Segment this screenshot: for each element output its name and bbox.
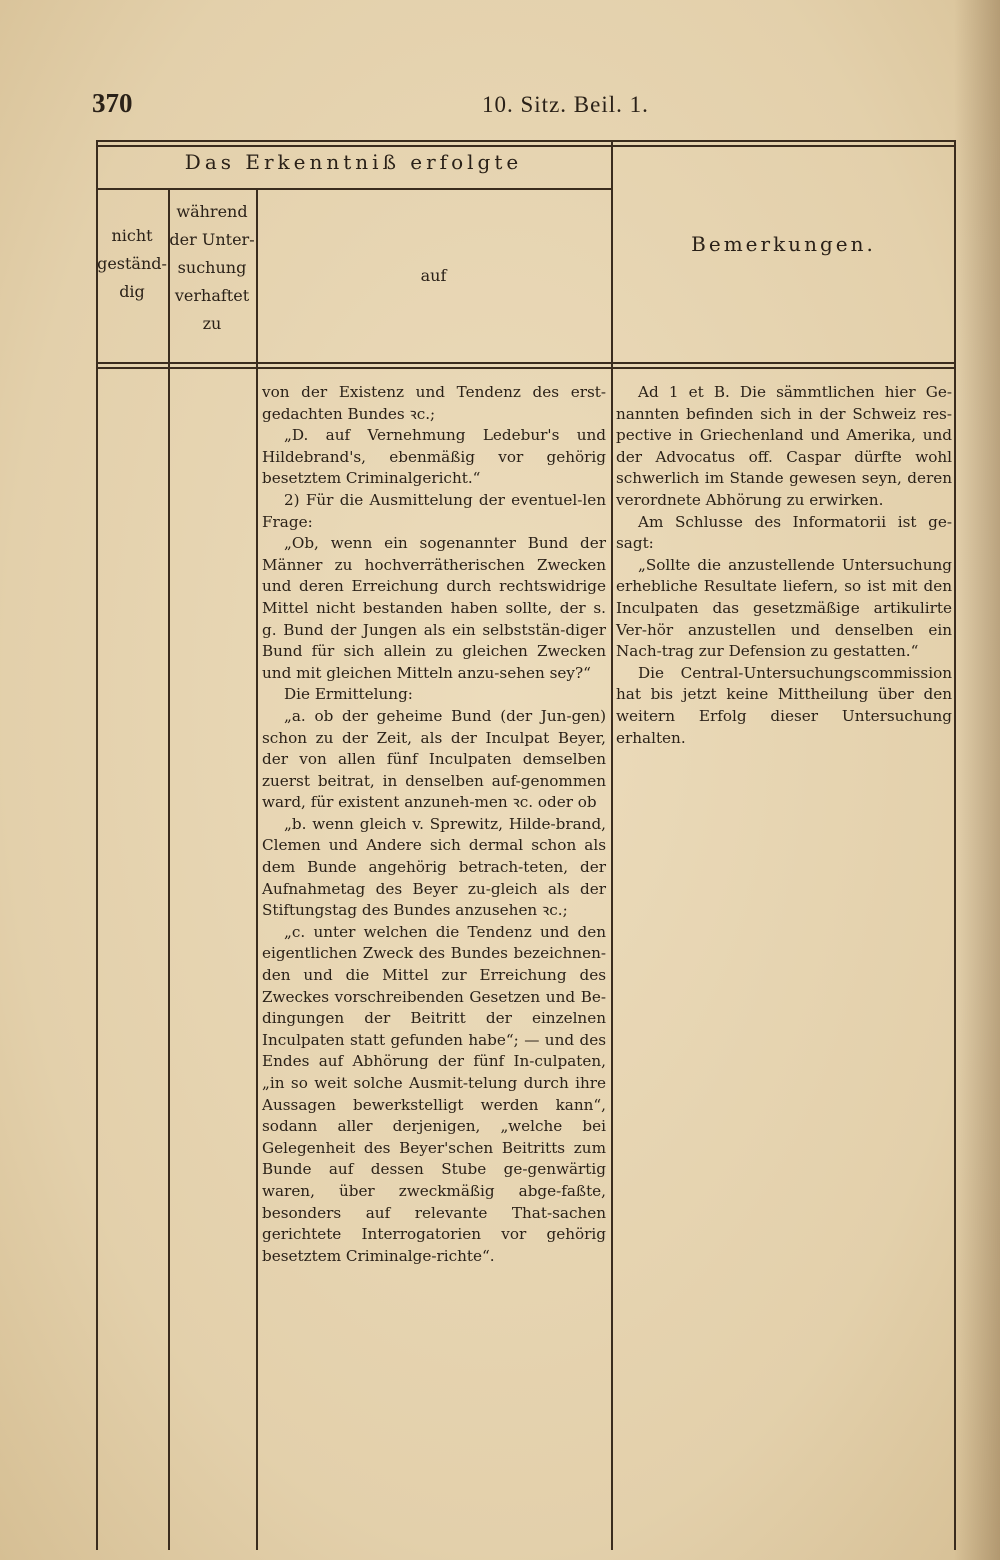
table-left-border xyxy=(96,140,98,1550)
main-paragraph: „Ob, wenn ein sogenannter Bund der Männer zu hochverrätherischen Zwecken und deren Erreichung durch rechtswidrige Mittel nicht bestanden haben sollte, der s. g. Bund der Jungen als ein selbststän-diger Bund für sich allein zu gleichen Zwecken und mit gleichen Mitteln anzu-sehen sey?“ xyxy=(262,534,606,682)
page-number: 370 xyxy=(92,88,133,118)
main-paragraph: „a. ob der geheime Bund (der Jun-gen) schon zu der Zeit, als der Inculpat Beyer, der von allen fünf Inculpaten demselben zuerst beitrat, in denselben auf-genommen ward, für existent anzuneh-men ꝛc. oder ob xyxy=(262,706,606,812)
remarks-paragraph: Am Schlusse des Informatorii ist ge-sagt: xyxy=(616,512,952,553)
column-head-line: verhaftet xyxy=(174,286,250,305)
column-head-line: geständ- xyxy=(97,254,167,273)
group-title-rule xyxy=(96,188,611,190)
column-divider-3 xyxy=(611,140,613,1550)
page-gutter-shadow xyxy=(954,0,1000,1560)
main-paragraph: „c. unter welchen die Tendenz und den eigentlichen Zweck des Bundes bezeichnen-den und die Mittel zur Erreichung des Zweckes vorschreibenden Gesetzen und Be-dingungen der Beitritt der einzelnen Inculpaten statt gefunden habe“; — und des Endes auf Abhörung der fünf In-culpaten, „in so weit solche Ausmit-telung durch ihre Aussagen bewerkstelligt werden kann“, sodann aller derjenigen, „welche bei Gelegenheit des Beyer'schen Beitritts zum Bunde auf dessen Stube ge-genwärtig waren, über zweckmäßig abge-faßte, besonders auf relevante That-sachen gerichtete Interrogatorien vor gehörig besetztem Criminalge-richte“. xyxy=(262,922,606,1265)
column-head-not-confessed xyxy=(96,222,168,306)
table-top-rule-inner xyxy=(96,145,956,147)
running-head: 10. Sitz. Beil. 1. xyxy=(482,92,649,117)
main-paragraph: 2) Für die Ausmittelung der eventuel-len Frage: xyxy=(262,490,606,531)
table-top-rule xyxy=(96,140,956,142)
main-column-text xyxy=(262,382,606,1267)
header-bottom-rule xyxy=(96,362,956,364)
remarks-paragraph: „Sollte die anzustellende Untersuchung erhebliche Resultate liefern, so ist mit den Inculpaten das gesetzmäßige artikulirte Ver-hör anzustellen und denselben ein Nach-trag zur Defension zu gestatten.“ xyxy=(616,555,952,661)
column-head-line: der Unter- xyxy=(169,230,255,249)
main-paragraph: von der Existenz und Tendenz des erst-gedachten Bundes ꝛc.; xyxy=(262,383,606,423)
column-head-line: zu xyxy=(202,314,222,333)
group-title: Das Erkenntniß erfolgte xyxy=(184,150,523,174)
main-paragraph: „b. wenn gleich v. Sprewitz, Hilde-brand, Clemen und Andere sich dermal schon als dem Bunde angehörig betrach-teten, der Aufnahmetag des Beyer zu-gleich als der Stiftungstag des Bundes anzusehen ꝛc.; xyxy=(262,814,606,920)
column-head-line: während xyxy=(176,202,248,221)
column-head-line: dig xyxy=(119,282,145,301)
page-header xyxy=(92,88,692,128)
remarks-column-text xyxy=(616,382,952,749)
header-bottom-rule-inner xyxy=(96,367,956,369)
column-head-line: suchung xyxy=(177,258,247,277)
column-head-on: auf xyxy=(420,266,447,285)
column-head-arrested xyxy=(168,198,256,338)
table-right-border xyxy=(954,140,956,1550)
column-divider-1 xyxy=(168,188,170,1550)
remarks-paragraph: Die Central-Untersuchungscommission hat bis jetzt keine Mittheilung über den weitern Erfolg dieser Untersuchung erhalten. xyxy=(616,663,952,747)
remarks-paragraph: Ad 1 et B. Die sämmtlichen hier Ge-nannten befinden sich in der Schweiz res-pective in Griechenland und Amerika, und der Advocatus off. Caspar dürfte wohl schwerlich im Stande gewesen seyn, deren verordnete Abhörung zu erwirken. xyxy=(616,383,952,509)
main-paragraph: Die Ermittelung: xyxy=(284,685,413,704)
column-head-line: nicht xyxy=(111,226,153,245)
column-divider-2 xyxy=(256,188,258,1550)
record-table xyxy=(96,140,956,1550)
main-paragraph: „D. auf Vernehmung Ledebur's und Hildebrand's, ebenmäßig vor gehörig besetztem Criminalgericht.“ xyxy=(262,426,606,488)
column-head-remarks: Bemerkungen. xyxy=(691,232,876,256)
